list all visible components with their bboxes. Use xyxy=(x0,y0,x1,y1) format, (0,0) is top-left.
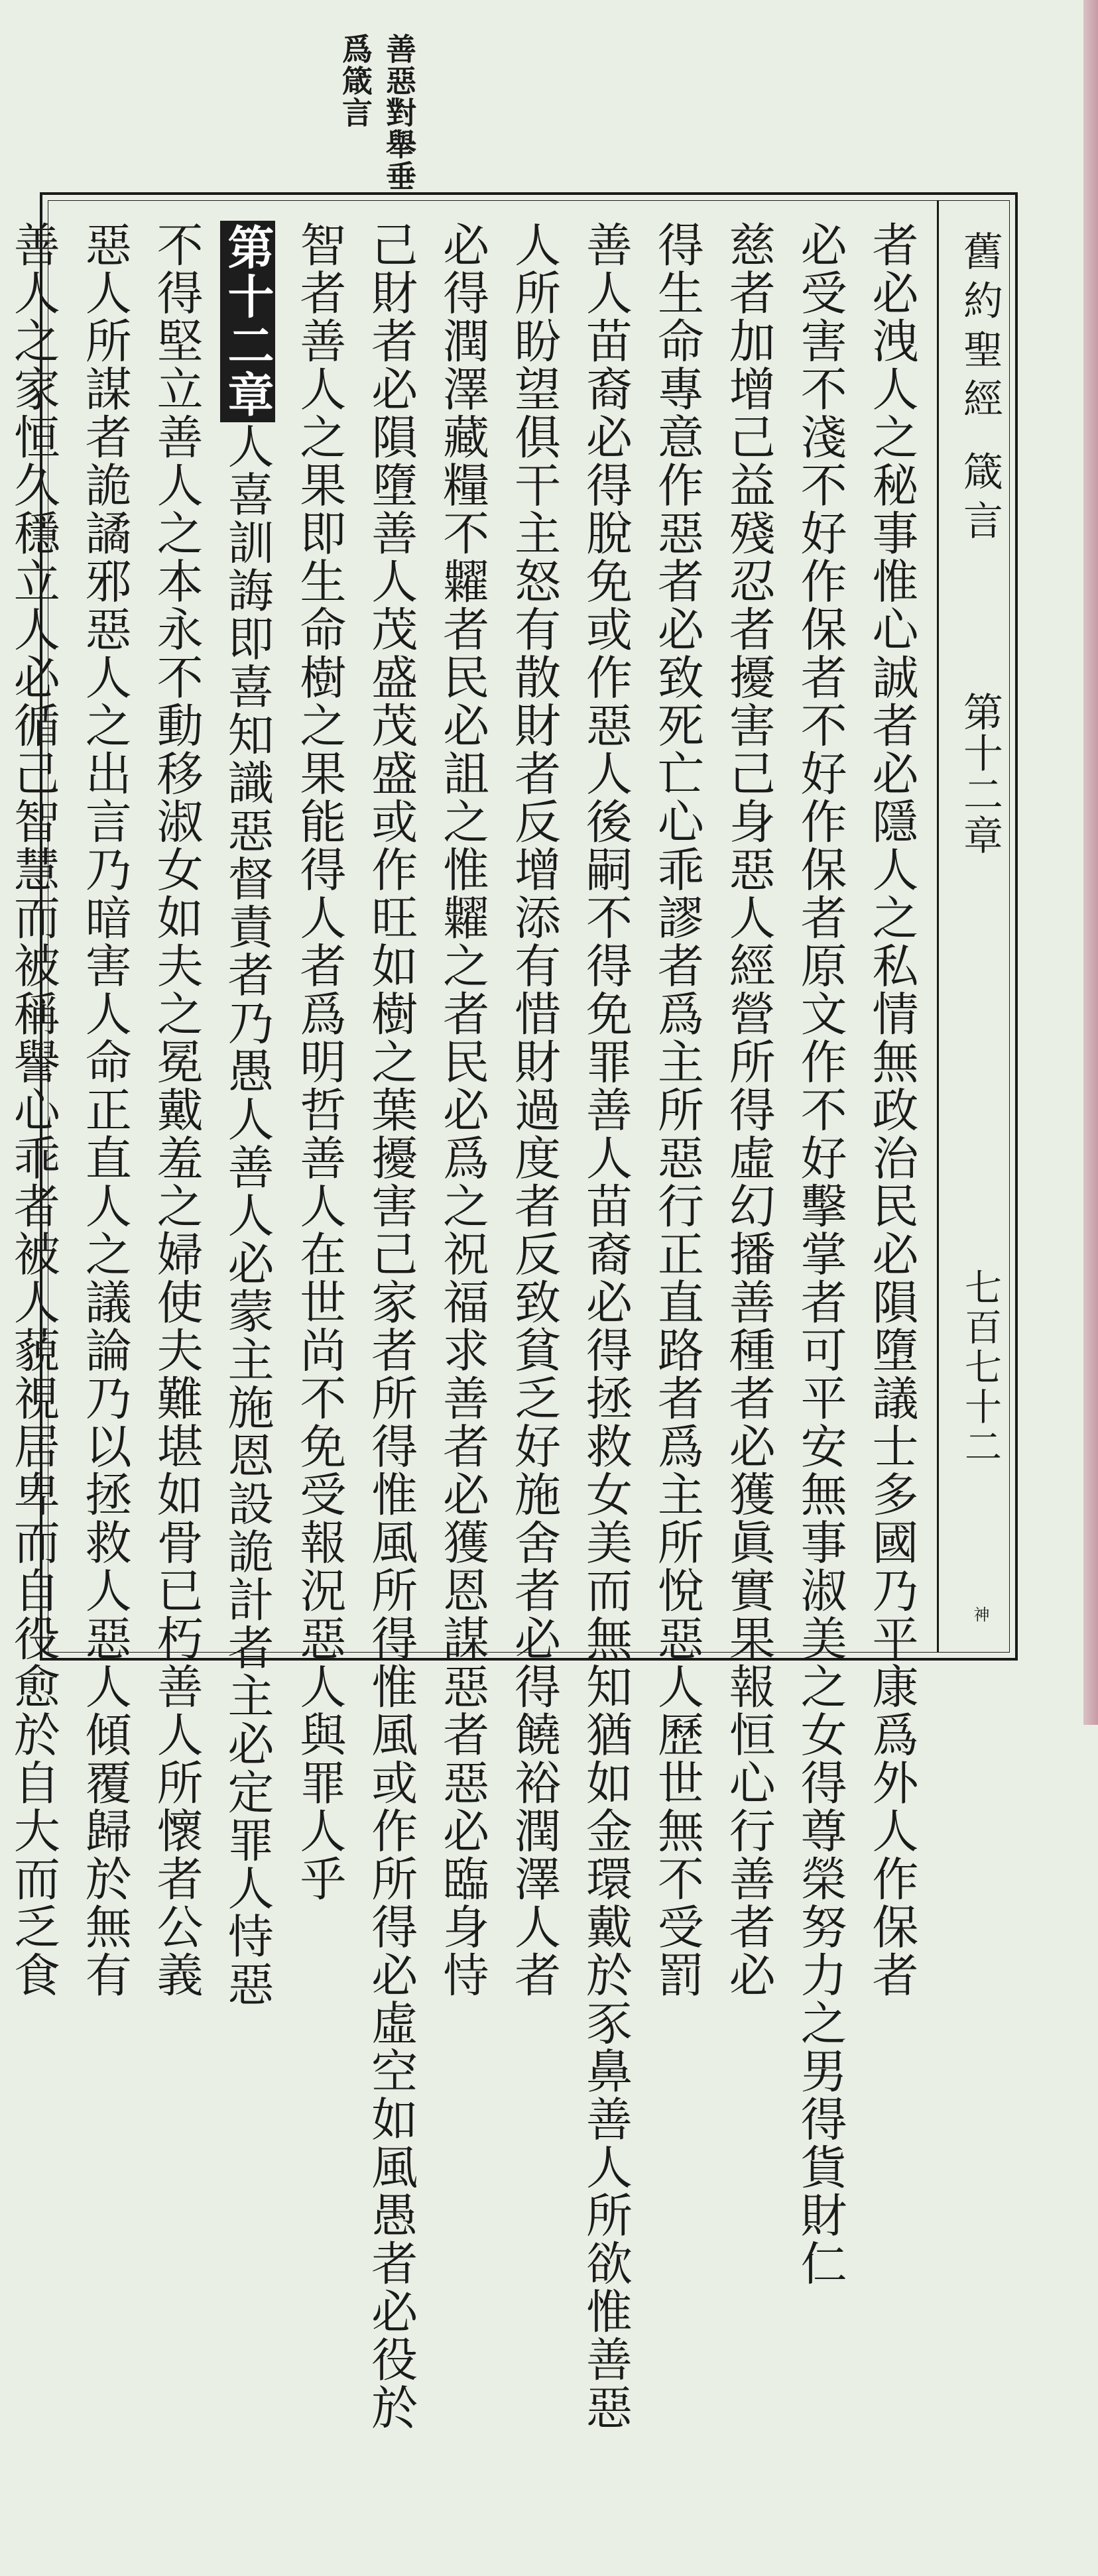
page-header xyxy=(947,217,1013,1649)
page-edge xyxy=(1083,0,1098,1725)
header-divider xyxy=(937,201,939,1652)
section-heading-line-2: 爲箴言 xyxy=(337,33,373,129)
text-column: 必受害不淺不好作保者不好作保者原文作不好擊掌者可平安無事淑美之女得尊榮努力之男得貨財仁 xyxy=(793,221,848,2288)
text-frame xyxy=(6,192,1018,2431)
text-column: 得生命專意作惡者必致死亡心乖謬者爲主所惡行正直路者爲主所悅惡人歷世無不受罰 xyxy=(650,221,705,1999)
running-title xyxy=(947,231,1013,549)
text-column: 智者善人之果即生命樹之果能得人者爲明哲善人在世尚不免受報況惡人與罪人乎 xyxy=(292,221,347,1903)
chapter-start-label: 第十二章 xyxy=(220,221,275,422)
text-column: 人所盼望俱干主怒有散財者反增添有惜財過度者反致貧乏好施舍者必得饒裕潤澤人者 xyxy=(507,221,562,1999)
chapter-start-column xyxy=(212,221,283,2009)
book-name: 箴言 xyxy=(957,451,1003,549)
page-number: 七百七十二 xyxy=(959,1268,1002,1467)
press-mark: 神 xyxy=(971,1606,989,1622)
section-heading xyxy=(335,33,421,192)
text-column: 慈者加增己益殘忍者擾害己身惡人經營所得虛幻播善種者必獲眞實果報恒心行善者必 xyxy=(721,221,776,1999)
text-frame-inner xyxy=(6,200,1010,2431)
text-column: 惡人所謀者詭譎邪惡人之出言乃暗害人命正直人之議論乃以拯救人惡人傾覆歸於無有 xyxy=(78,221,133,1999)
text-column: 善人之家恒久穩立人必循己智慧而被稱譽心乖者被人藐視居卑而自役愈於自大而乏食 xyxy=(6,221,61,1999)
running-title-text: 舊約聖經 xyxy=(957,231,1003,427)
text-column: 者必洩人之秘事惟心誠者必隱人之私情無政治民必隕墮議士多國乃平康爲外人作保者 xyxy=(865,221,919,1999)
bleed-through-text xyxy=(587,36,825,159)
text-column: 必得潤澤藏糧不糶者民必詛之惟糶之者民必爲之祝福求善者必獲恩謀惡者惡必臨身恃 xyxy=(435,221,490,1999)
text-column: 不得堅立善人之本永不動移淑女如夫之冕戴羞之婦使夫難堪如骨已朽善人所懷者公義 xyxy=(149,221,204,1999)
text-column: 善人苗裔必得脫免或作惡人後嗣不得免罪善人苗裔必得拯救女美而無知猶如金環戴於豕鼻善人所欲惟善惡 xyxy=(578,221,633,2431)
section-heading-line-1: 善惡對舉垂 xyxy=(381,33,417,192)
chapter-start-text: 人喜訓誨即喜知識惡督責者乃愚人善人必蒙主施恩設詭計者主必定罪人恃惡 xyxy=(219,422,274,2009)
text-column: 己財者必隕墮善人茂盛茂盛或作旺如樹之葉擾害己家者所得惟風所得惟風或作所得必虛空如風愚者必役於 xyxy=(363,221,418,2431)
scripture-text xyxy=(6,221,927,2431)
chapter-label: 第十二章 xyxy=(957,691,1003,856)
